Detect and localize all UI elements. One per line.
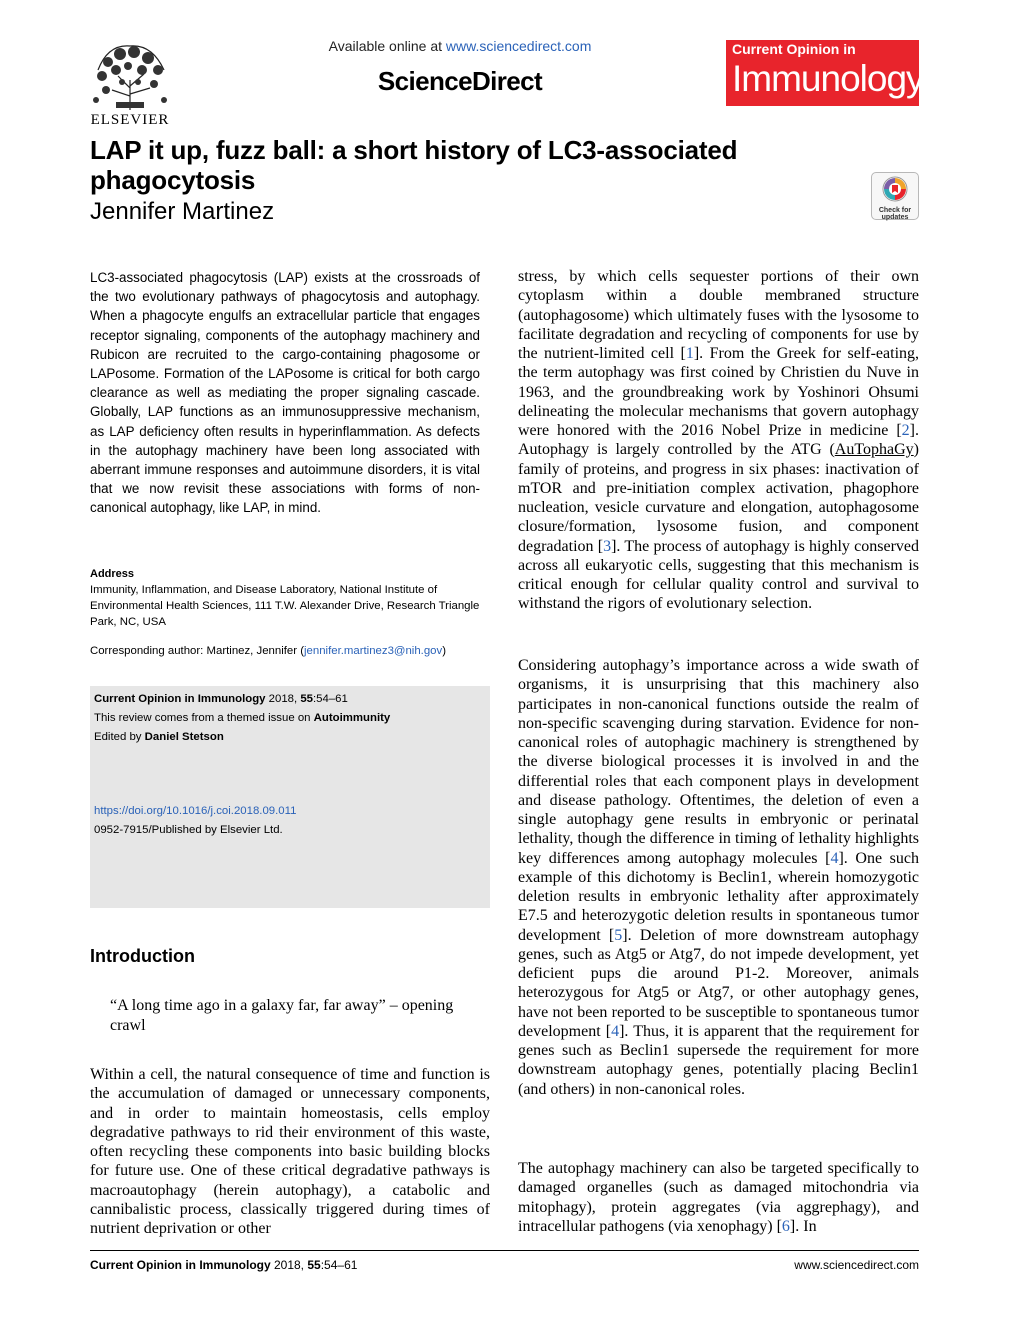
theme-line (94, 712, 486, 724)
editor-name: Daniel Stetson (144, 731, 224, 743)
sciencedirect-wordmark: ScienceDirect (377, 66, 543, 96)
citation-3-link[interactable]: 3 (603, 537, 612, 555)
elsevier-tree-icon (88, 40, 172, 112)
infobox-volume: 55 (300, 693, 313, 705)
infobox-pages: :54–61 (313, 693, 348, 705)
article-author: Jennifer Martinez (90, 198, 275, 225)
article-info-box (90, 686, 490, 908)
p2-text-c: ]. Deletion of more downstream autophagy genes, such as Atg5 or Atg7, do not impede development, yet deficient pups die around P1-2. Moreover, animals heterozygous for Atg5 or Atg7, or other autophagy genes, have not been reported to be susceptible to spontaneous tumor development [ (518, 926, 919, 1040)
p2-text-b: ]. One such example of this dichotomy is Beclin1, wherein homozygotic deletion results in embryonic lethality after approximately E7.5 and heterozygotic deletion results in spontaneous tumor development [ (518, 849, 920, 944)
p1-text-c: ]. Autophagy is largely controlled by the ATG ( (518, 422, 919, 459)
journal-logo (726, 40, 924, 106)
theme-name: Autoimmunity (313, 712, 391, 724)
citation-5-link[interactable]: 5 (614, 926, 623, 944)
footer-pages: :54–61 (320, 1258, 358, 1272)
available-prefix: Available online at (328, 38, 446, 54)
available-online (250, 38, 670, 54)
body-paragraph-3 (518, 1159, 919, 1236)
p1-text-b: ]. From the Greek for self-eating, the term autophagy was first coined by Christien du Nuve in 1963, and the groundbreaking work by Yoshinori Ohsumi delineating the molecular mechanisms that govern autophagy were honored with the 2016 Nobel Prize in medicine [ (518, 345, 920, 439)
opening-quote: “A long time ago in a galaxy far, far away” – opening crawl (110, 997, 454, 1034)
p3-text-a: The autophagy machinery can also be targeted specifically to damaged organelles (such as damaged mitochondria via mitophagy), protein aggregates (via aggrephagy), and intracellular pathogens (via xenophagy) [ (518, 1160, 919, 1235)
p1-text-d: ) family of proteins, and progress in six phases: inactivation of mTOR and pre-initiation complex activation, phagophore nucleation, vesicle curvature and elongation, autophagosome closure/formation, lysosome fusion, and component degradation [ (518, 441, 919, 555)
address-text: Immunity, Inflammation, and Disease Laboratory, National Institute of Environmental Health Sciences, 111 T.W. Alexander Drive, Research Triangle Park, NC, USA (90, 584, 480, 628)
p2-text-d: ]. Thus, it is apparent that the requirement for genes such as Beclin1 supersede the requirement for more downstream autophagy genes, potentially placing Beclin1 (and others) in non-canonical roles. (518, 1022, 920, 1098)
footer-citation (90, 1258, 357, 1272)
author-email-link[interactable]: jennifer.martinez3@nih.gov (304, 645, 443, 657)
corresponding-author (90, 645, 490, 657)
check-for-updates-button[interactable] (871, 172, 919, 220)
p2-text-a: Considering autophagy’s importance across a wide swath of organisms, it is unsurprising that this machinery also participates in non-canonical functions outside the realm of non-specific scavenging during starvation. Evidence for non-canonical roles of autophagic machinery is strengthened by the diverse biological processes it is involved in and the differential roles that each component plays in development and disease pathology. Oftentimes, the deletion of even a single autophagy gene results in embryonic or perinatal lethality, though the difference in timing of lethality highlights key differences among autophagy molecules [ (518, 657, 919, 867)
publisher-name: ELSEVIER (90, 112, 170, 128)
sciencedirect-link[interactable]: www.sciencedirect.com (445, 38, 592, 54)
footer-divider (90, 1250, 919, 1251)
footer-volume: 55 (307, 1258, 321, 1272)
introduction-heading: Introduction (90, 946, 195, 966)
atg-term: AuTophaGy (834, 441, 914, 459)
citation-6-link[interactable]: 6 (781, 1217, 790, 1235)
citation-2-link[interactable]: 2 (901, 422, 910, 439)
p3-text-b: ]. In (789, 1217, 817, 1235)
theme-prefix: This review comes from a themed issue on (94, 712, 314, 724)
doi-link[interactable]: https://doi.org/10.1016/j.coi.2018.09.011 (94, 805, 297, 817)
abstract: LC3-associated phagocytosis (LAP) exists at the crossroads of the two evolutionary pathways of phagocytosis and autophagy. When a phagocyte engulfs an extracellular particle that engages receptor signaling, components of the autophagy machinery and Rubicon are recruited to the cargo-containing phagosome or LAPosome. Formation of the LAPosome is critical for both cargo clearance as well as mediating the proper signaling cascade. Globally, LAP functions as an immunosuppressive mechanism, as LAP deficiency often results in hyperinflammation. As defects in the autophagy machinery have been long associated with aberrant immune responses and autoimmune disorders, it is vital that we now revisit these associations with forms of non-canonical autophagy, like LAP, in mind. (90, 270, 480, 516)
address-heading: Address (90, 568, 135, 580)
infobox-year: 2018, (265, 693, 301, 705)
edited-line (94, 731, 486, 743)
citation-4-link[interactable]: 4 (830, 849, 839, 867)
check-updates-icon (882, 176, 908, 202)
article-title: LAP it up, fuzz ball: a short history of LC3-associated phagocytosis (90, 135, 738, 195)
introduction-paragraph: Within a cell, the natural consequence of time and function is the accumulation of damaged or unnecessary components, and in order to maintain homeostasis, cells employ degradative pathways to rid their environment of this waste, often recycling these components into basic building blocks for future use. One of these critical degradative pathways is macroautophagy (herein autophagy), a catabolic and cannibalistic process, classically triggered during times of nutrient deprivation or other (90, 1066, 490, 1237)
issn-line: 0952-7915/Published by Elsevier Ltd. (94, 824, 283, 836)
footer-year: 2018, (270, 1258, 308, 1272)
p1-text-e: ]. The process of autophagy is highly conserved across all eukaryotic cells, suggesting that this mechanism is critical enough for cellular quality control and survival to withstand the rigors of evolutionary selection. (518, 537, 920, 613)
edited-prefix: Edited by (94, 731, 145, 743)
citation-4b-link[interactable]: 4 (611, 1022, 620, 1040)
citation-1-link[interactable]: 1 (685, 345, 694, 362)
corresponding-prefix: Corresponding author: Martinez, Jennifer ( (90, 645, 304, 657)
journal-logo-line2: Immunology (732, 58, 924, 99)
journal-logo-line1: Current Opinion in (732, 41, 856, 57)
footer-journal: Current Opinion in Immunology (90, 1258, 271, 1272)
elsevier-logo (88, 40, 172, 128)
check-updates-label: Check for updates (878, 207, 912, 221)
p1-text-a: stress, by which cells sequester portions of their own cytoplasm within a double membraned structure (autophagosome) which ultimately fuses with the lysosome to facilitate degradation and recycling of components for use by the nutrient-limited cell [ (518, 268, 919, 362)
footer-url-link[interactable]: www.sciencedirect.com (794, 1258, 919, 1272)
corresponding-suffix: ) (442, 645, 446, 657)
body-paragraph-2 (518, 656, 919, 1099)
citation-line (94, 693, 486, 705)
infobox-journal: Current Opinion in Immunology (94, 693, 266, 705)
body-paragraph-1 (518, 267, 919, 614)
